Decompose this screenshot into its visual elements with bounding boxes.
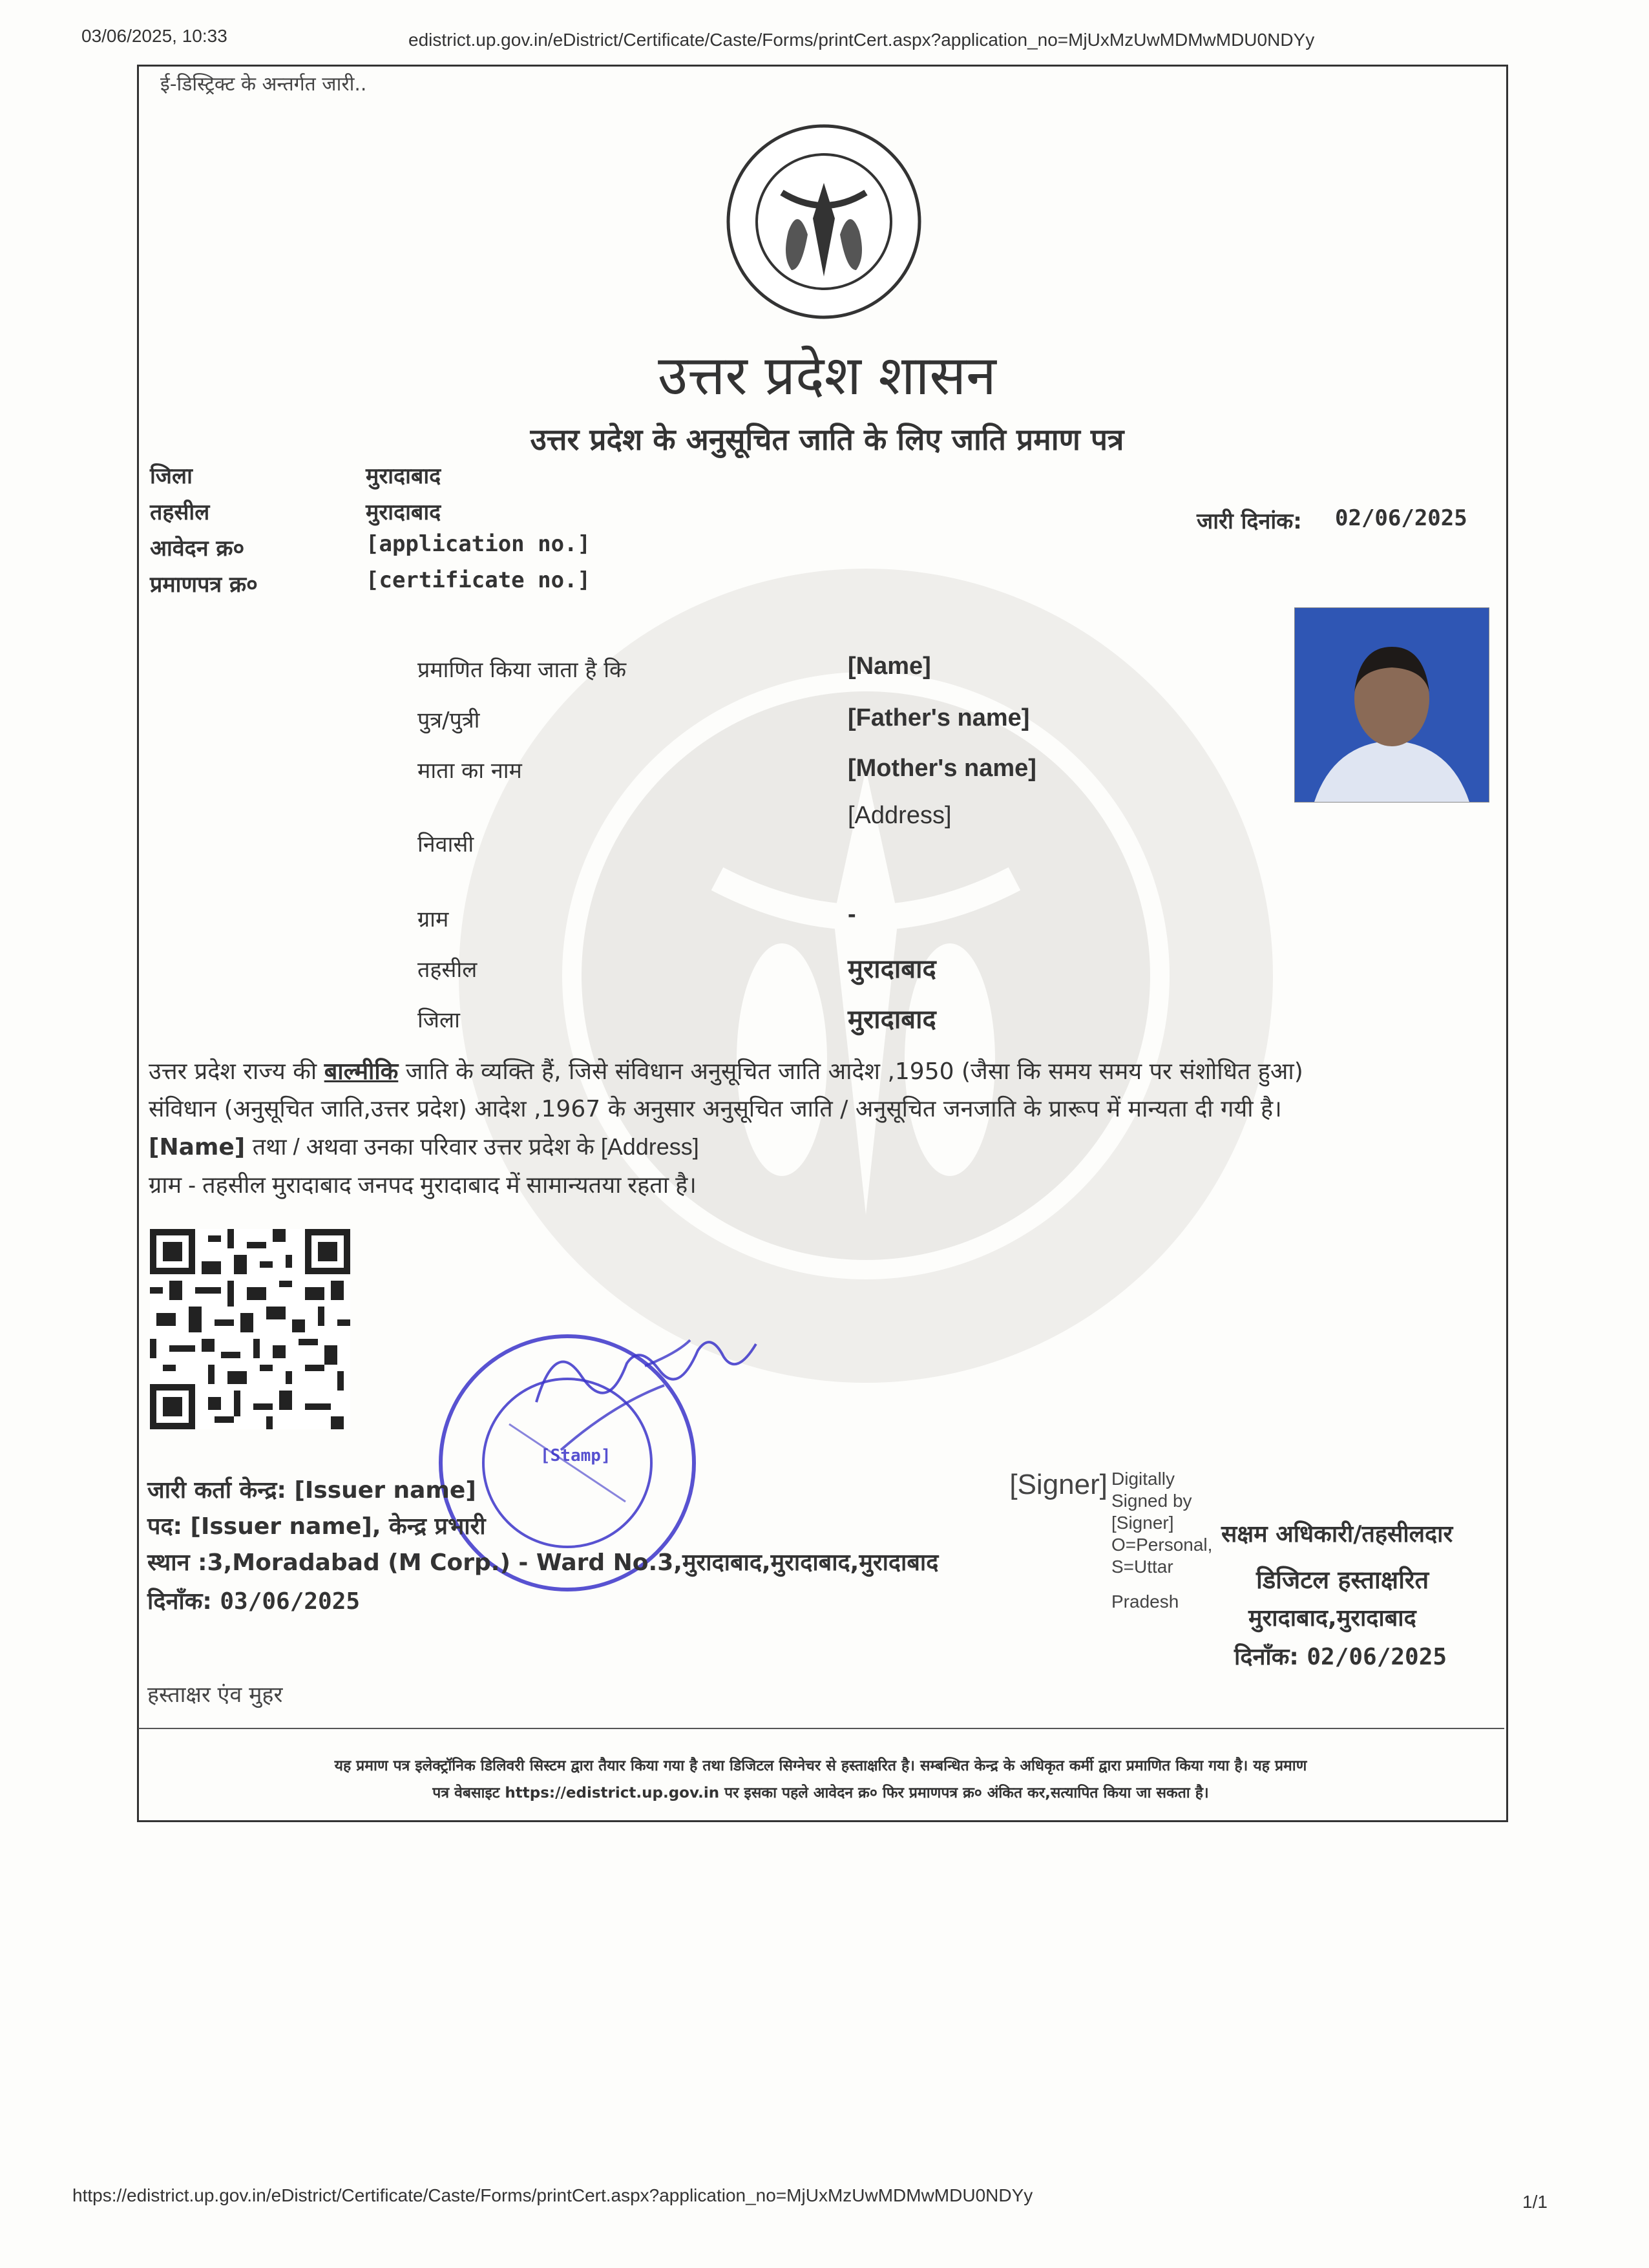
parent-name: [Father's name] (848, 704, 1030, 731)
application-label: आवेदन क्र० (150, 536, 245, 562)
village-value: - (848, 901, 856, 928)
body-text-4: ग्राम - तहसील मुरादाबाद जनपद मुरादाबाद में सामान्यतया रहता है। (149, 1171, 697, 1198)
digital-signature-details (1111, 1468, 1212, 1613)
government-title: उत्तर प्रदेश शासन (658, 344, 996, 407)
tehsil-label: तहसील (150, 499, 210, 525)
issued-under-note: ई-डिस्ट्रिक्ट के अन्तर्गत जारी.. (160, 73, 367, 96)
issuing-centre: जारी कर्ता केन्द्र: [Issuer name] (147, 1477, 476, 1504)
signature-date-value: 02/06/2025 (1307, 1644, 1447, 1670)
body-text-3: तथा / अथवा उनका परिवार उत्तर प्रदेश के [Address] (252, 1133, 699, 1160)
sig-detail-7: Pradesh (1111, 1591, 1179, 1612)
issue-date-label: जारी दिनांक: (1197, 509, 1302, 534)
verification-note-line-2: पत्र वेबसाइट https://edistrict.up.gov.in पर इसका पहले आवेदन क्र० फिर प्रमाणपत्र क्र० अंकित कर,सत्यापित किया जा सकता है। (432, 1785, 1209, 1801)
signature-seal-label: हस्ताक्षर एंव मुहर (147, 1682, 283, 1708)
print-footer-url[interactable]: https://edistrict.up.gov.in/eDistrict/Certificate/Caste/Forms/printCert.aspx?application_no=MjUxMzUwMDMwMDU0NDYy (72, 2185, 1033, 2205)
handwritten-signature (530, 1325, 762, 1422)
certificate-label: प्रमाणपत्र क्र० (150, 572, 258, 598)
digital-signer-name (969, 1467, 1108, 1503)
mother-label: माता का नाम (417, 758, 522, 784)
village-label: ग्राम (417, 907, 449, 932)
body-name: [Name] (149, 1134, 246, 1160)
resident-address (848, 796, 952, 835)
signer-first-name: [Signer] (1009, 1469, 1108, 1500)
body-text-1a: उत्तर प्रदेश राज्य की (149, 1058, 317, 1085)
issuer-date (147, 1584, 360, 1616)
competent-authority: सक्षम अधिकारी/तहसीलदार (1221, 1521, 1453, 1548)
issuer-place: स्थान :3,Moradabad (M Corp.) - Ward No.3,मुरादाबाद,मुरादाबाद,मुरादाबाद (147, 1549, 939, 1576)
print-datetime: 03/06/2025, 10:33 (81, 26, 227, 46)
page-count: 1/1 (1522, 2192, 1548, 2212)
certificate-number: [certificate no.] (366, 567, 591, 593)
sig-detail-6: S=Uttar (1111, 1557, 1173, 1577)
tehsil-value: मुरादाबाद (366, 499, 441, 525)
verification-note-line-1: यह प्रमाण पत्र इलेक्ट्रॉनिक डिलिवरी सिस्टम द्वारा तैयार किया गया है तथा डिजिटल सिग्नेचर से हस्ताक्षरित है। सम्बन्धित केन्द्र के अधिकृत कर्मी द्वारा प्रमाणित किया गया है। यह प्रमाण (334, 1758, 1307, 1774)
signature-date-label: दिनाँक: (1234, 1644, 1299, 1670)
print-url[interactable]: edistrict.up.gov.in/eDistrict/Certificate/Caste/Forms/printCert.aspx?application_no=MjUxMzUwMDMwMDU0NDYy (408, 30, 1315, 50)
issuer-post: पद: [Issuer name], केन्द्र प्रभारी (147, 1513, 486, 1540)
detail-district-label: जिला (417, 1007, 460, 1033)
mother-name: [Mother's name] (848, 755, 1036, 782)
application-number: [application no.] (366, 531, 591, 557)
district-value: मुरादाबाद (366, 463, 441, 489)
certificate-title: उत्तर प्रदेश के अनुसूचित जाति के लिए जाति प्रमाण पत्र (530, 422, 1124, 457)
sig-detail-3: [Signer] (1111, 1513, 1174, 1533)
stamp-code: [Stamp] (540, 1446, 611, 1465)
sig-detail-5: O=Personal, (1111, 1535, 1213, 1555)
caste-name: बाल्मीकि (324, 1058, 399, 1085)
certified-name: [Name] (848, 653, 931, 680)
issuer-date-value: 03/06/2025 (220, 1588, 361, 1615)
detail-district-value: मुरादाबाद (848, 1005, 936, 1034)
address-line-1: [Address] (848, 802, 952, 829)
certificate-body (149, 1053, 1499, 1204)
parent-label: पुत्र/पुत्री (417, 708, 480, 733)
detail-tehsil-label: तहसील (417, 957, 478, 983)
body-text-2: संविधान (अनुसूचित जाति,उत्तर प्रदेश) आदेश ,1967 के अनुसार अनुसूचित जाति / अनुसूचित जनजाति के प्रारूप में मान्यता दी गयी है। (149, 1096, 1282, 1122)
digitally-signed-label: डिजिटल हस्ताक्षरित (1256, 1566, 1429, 1594)
resident-label: निवासी (417, 832, 474, 857)
sig-detail-1: Digitally (1111, 1469, 1175, 1489)
verification-note (149, 1752, 1493, 1807)
body-text-1b: जाति के व्यक्ति हैं, जिसे संविधान अनुसूचित जाति आदेश ,1950 (जैसा कि समय समय पर संशोधित हुआ) (405, 1058, 1303, 1085)
issuer-date-label: दिनाँक: (147, 1588, 212, 1615)
signature-place: मुरादाबाद,मुरादाबाद (1248, 1605, 1416, 1632)
qr-code[interactable] (150, 1229, 350, 1429)
issue-date-value: 02/06/2025 (1335, 505, 1467, 531)
district-label: जिला (150, 463, 193, 489)
sig-detail-2: Signed by (1111, 1491, 1192, 1511)
applicant-photo (1294, 607, 1489, 803)
footer-divider (138, 1728, 1504, 1729)
signature-date (1234, 1640, 1447, 1672)
certified-label: प्रमाणित किया जाता है कि (417, 657, 627, 683)
detail-tehsil-value: मुरादाबाद (848, 954, 936, 984)
